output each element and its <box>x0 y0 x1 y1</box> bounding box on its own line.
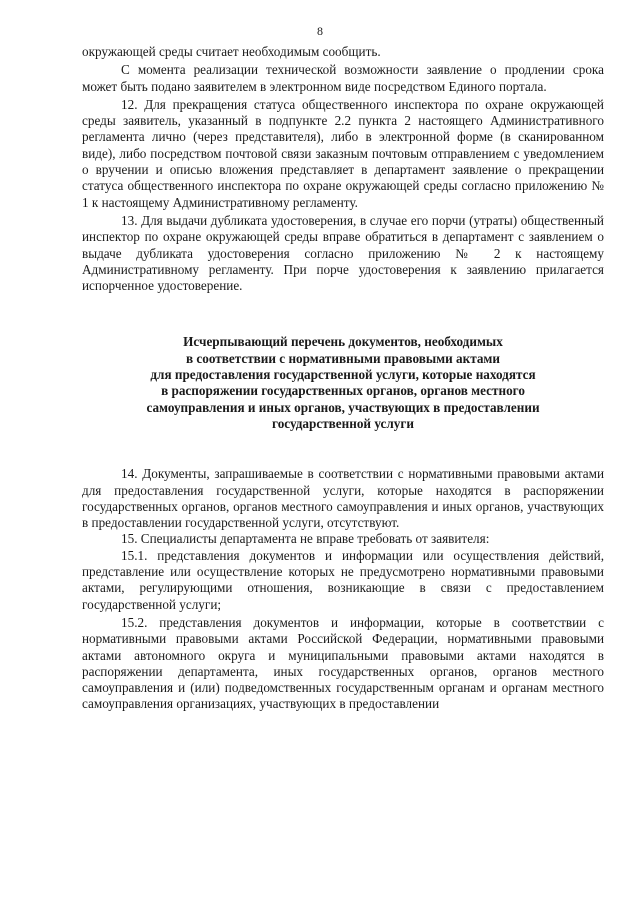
paragraph-15-1: 15.1. представления документов и информации или осуществления действий, представление или осуществление которых не предусмотрено нормативными правовыми актами, регулирующими отношения, возникающие в связи с предоставлением государственной услуги; <box>82 547 604 612</box>
paragraph-13: 13. Для выдачи дубликата удостоверения, в случае его порчи (утраты) общественный инспектор по охране окружающей среды вправе обратиться в департамент с заявлением о выдаче дубликата удостоверения согласно приложению № 2 к настоящему Административному регламенту. При порче удостоверения к заявлению прилагается испорченное удостоверение. <box>82 212 604 294</box>
heading-line: в соответствии с нормативными правовыми актами <box>185 350 501 366</box>
heading-line: для предоставления государственной услуги, которые находятся <box>150 367 536 383</box>
heading-line: самоуправления и иных органов, участвующих в предоставлении <box>146 399 540 415</box>
document-body <box>82 44 604 713</box>
heading-line: государственной услуги <box>272 415 414 431</box>
heading-line: в распоряжении государственных органов, органов местного <box>161 383 525 399</box>
paragraph-14: 14. Документы, запрашиваемые в соответствии с нормативными правовыми актами для предоставления государственной услуги, которые находятся в распоряжении государственных органов, органов местного самоуправления и иных органов, участвующих в предоставлении государственной услуги, отсутствуют. <box>82 466 604 531</box>
paragraph-15: 15. Специалисты департамента не вправе требовать от заявителя: <box>121 531 490 547</box>
paragraph-12: 12. Для прекращения статуса общественного инспектора по охране окружающей среды заявитель, указанный в подпункте 2.2 пункта 2 настоящего Административного регламента лично (через представителя), либо в электронной форме (в сканированном виде), либо посредством почтовой связи заказным почтовым отправлением с уведомлением о вручении и описью вложения представляет в департамент заявление о прекращении статуса общественного инспектора по охране окружающей среды согласно приложению № 1 к настоящему Административному регламенту. <box>82 96 604 210</box>
paragraph-continuation: окружающей среды считает необходимым сообщить. <box>82 44 381 59</box>
section-heading <box>82 334 604 432</box>
heading-line: Исчерпывающий перечень документов, необходимых <box>183 334 503 350</box>
paragraph-electronic-submission: С момента реализации технической возможности заявление о продлении срока может быть подано заявителем в электронном виде посредством Единого портала. <box>82 62 604 94</box>
paragraph-15-2: 15.2. представления документов и информации, которые в соответствии с нормативными правовыми актами Российской Федерации, нормативными правовыми актами автономного округа и муниципальными правовыми актами находятся в распоряжении департамента, иных государственных органов, органов местного самоуправления и (или) подведомственных государственным органам и органам местного самоуправления организациях, участвующих в предоставлении <box>82 614 604 712</box>
page-number: 8 <box>317 24 323 38</box>
